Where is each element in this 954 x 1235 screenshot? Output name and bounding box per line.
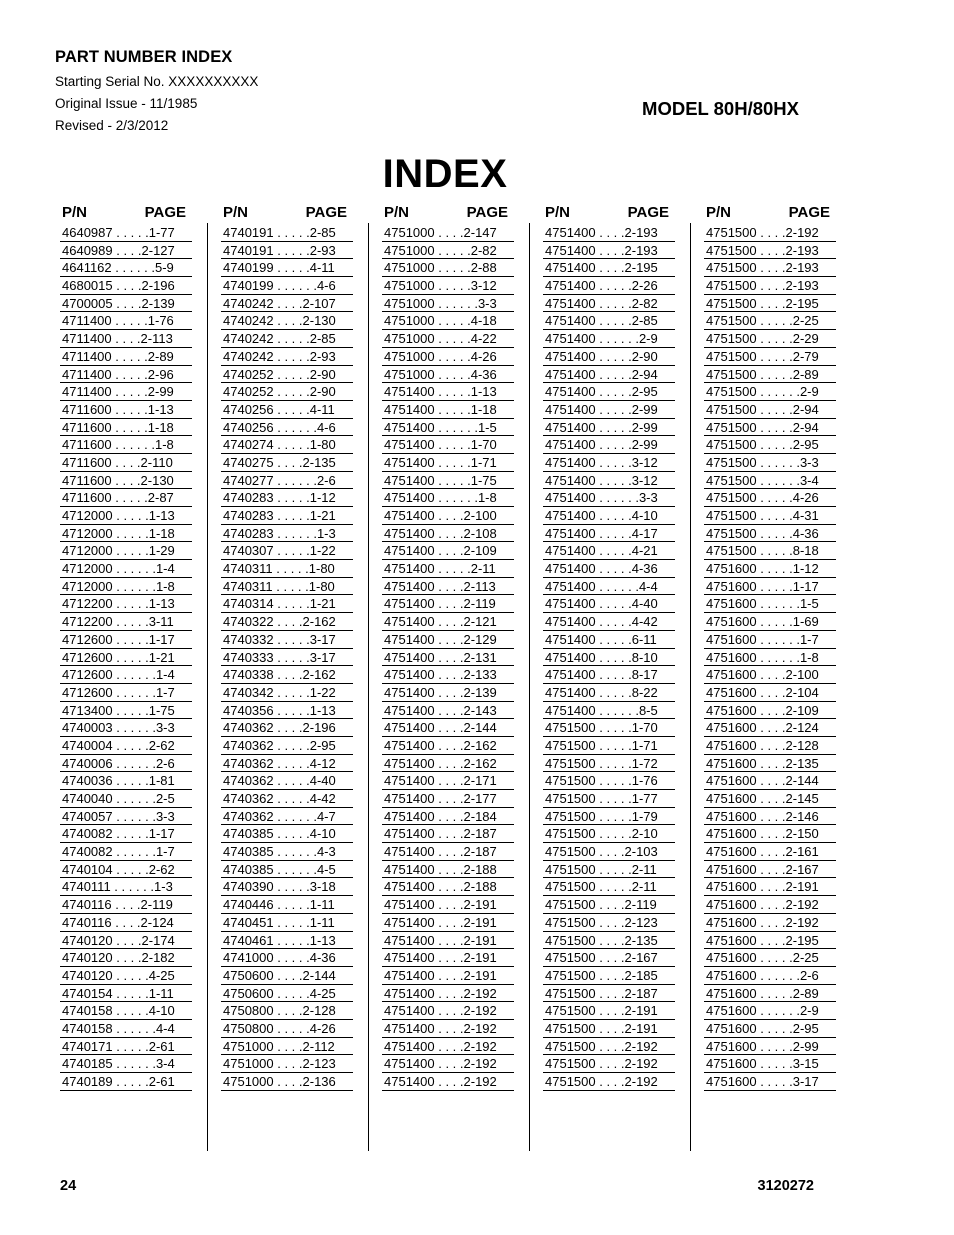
index-entry: 4751500 . . . . .8-18 [704, 542, 836, 560]
index-entry: 4712600 . . . . . .1-7 [60, 684, 192, 702]
index-entry: 4751400 . . . . .2-95 [543, 383, 675, 401]
index-entry: 4751000 . . . . .4-18 [382, 312, 514, 330]
index-entry: 4751400 . . . .2-177 [382, 790, 514, 808]
revised-date: Revised - 2/3/2012 [55, 118, 169, 133]
index-entry: 4751400 . . . .2-121 [382, 613, 514, 631]
index-entry: 4751600 . . . . .3-17 [704, 1073, 836, 1091]
index-columns [60, 203, 840, 1153]
index-entry: 4640989 . . . .2-127 [60, 242, 192, 260]
index-entry: 4740158 . . . . . .4-4 [60, 1020, 192, 1038]
index-entry: 4740191 . . . . .2-93 [221, 242, 353, 260]
index-entry: 4751400 . . . . .1-71 [382, 454, 514, 472]
index-entry: 4751400 . . . . . .1-5 [382, 419, 514, 437]
column-divider [690, 223, 691, 1151]
index-entry: 4750800 . . . . .4-26 [221, 1020, 353, 1038]
index-title: INDEX [382, 152, 508, 196]
index-entry: 4751600 . . . .2-100 [704, 666, 836, 684]
index-entry: 4740362 . . . . .4-12 [221, 755, 353, 773]
index-entry: 4751400 . . . .2-188 [382, 861, 514, 879]
index-entry: 4740040 . . . . . .2-5 [60, 790, 192, 808]
index-entry: 4711400 . . . . .2-89 [60, 348, 192, 366]
index-entry: 4740242 . . . .2-130 [221, 312, 353, 330]
pn-header: P/N [545, 204, 571, 221]
index-entry: 4712000 . . . . . .1-4 [60, 560, 192, 578]
index-entry: 4751400 . . . . .4-40 [543, 595, 675, 613]
index-entry: 4740283 . . . . .1-21 [221, 507, 353, 525]
index-entry: 4751500 . . . . .1-72 [543, 755, 675, 773]
index-entry: 4751600 . . . . .2-99 [704, 1038, 836, 1056]
index-entry: 4740006 . . . . . .2-6 [60, 755, 192, 773]
index-entry: 4640987 . . . . .1-77 [60, 224, 192, 242]
index-entry: 4740199 . . . . . .4-6 [221, 277, 353, 295]
index-entry: 4751400 . . . .2-171 [382, 772, 514, 790]
index-entry: 4740342 . . . . .1-22 [221, 684, 353, 702]
index-entry: 4713400 . . . . .1-75 [60, 702, 192, 720]
index-entry: 4751500 . . . .2-192 [543, 1055, 675, 1073]
index-entry: 4751600 . . . . .1-17 [704, 578, 836, 596]
column-header [382, 203, 514, 224]
doc-number: 3120272 [757, 1178, 814, 1194]
index-entry: 4751400 . . . .2-187 [382, 843, 514, 861]
index-entry: 4740120 . . . .2-182 [60, 949, 192, 967]
index-entry: 4751600 . . . . . .2-9 [704, 1002, 836, 1020]
index-entry: 4740082 . . . . .1-17 [60, 825, 192, 843]
index-entry: 4740311 . . . . .1-80 [221, 578, 353, 596]
page-number: 24 [60, 1178, 77, 1194]
index-entry: 4751400 . . . .2-192 [382, 1002, 514, 1020]
index-entry: 4751500 . . . .2-193 [704, 259, 836, 277]
index-entry: 4751400 . . . . .8-17 [543, 666, 675, 684]
index-entry: 4751000 . . . . .2-82 [382, 242, 514, 260]
index-entry: 4740120 . . . . .4-25 [60, 967, 192, 985]
index-entry: 4751400 . . . . .4-36 [543, 560, 675, 578]
index-entry: 4751400 . . . . . .2-9 [543, 330, 675, 348]
index-entry: 4751400 . . . . .2-85 [543, 312, 675, 330]
index-entry: 4751000 . . . .2-136 [221, 1073, 353, 1091]
index-entry: 4751600 . . . . .1-12 [704, 560, 836, 578]
index-entry: 4740104 . . . . .2-62 [60, 861, 192, 879]
index-entry: 4751400 . . . .2-191 [382, 967, 514, 985]
index-entry: 4712600 . . . . . .1-4 [60, 666, 192, 684]
index-entry: 4751600 . . . .2-192 [704, 896, 836, 914]
index-entry: 4751600 . . . .2-161 [704, 843, 836, 861]
index-entry: 4751400 . . . . .1-18 [382, 401, 514, 419]
index-entry: 4751600 . . . .2-192 [704, 914, 836, 932]
index-entry: 4740385 . . . . . .4-3 [221, 843, 353, 861]
index-entry: 4740057 . . . . . .3-3 [60, 808, 192, 826]
index-entry: 4751500 . . . . .1-79 [543, 808, 675, 826]
index-entry: 4751400 . . . . . .8-5 [543, 702, 675, 720]
index-entry: 4751500 . . . . .2-94 [704, 401, 836, 419]
index-entry: 4751400 . . . . .1-75 [382, 472, 514, 490]
index-entry: 4751600 . . . . . .1-5 [704, 595, 836, 613]
index-entry: 4751400 . . . .2-144 [382, 719, 514, 737]
index-entry: 4751400 . . . . . .1-8 [382, 489, 514, 507]
index-entry: 4751600 . . . .2-135 [704, 755, 836, 773]
index-entry: 4751500 . . . . .2-89 [704, 366, 836, 384]
index-entry: 4751600 . . . . . .1-8 [704, 649, 836, 667]
index-entry: 4751500 . . . .2-191 [543, 1002, 675, 1020]
index-entry: 4751000 . . . . .4-22 [382, 330, 514, 348]
index-entry: 4751400 . . . .2-162 [382, 755, 514, 773]
index-entry: 4740199 . . . . .4-11 [221, 259, 353, 277]
index-entry: 4740111 . . . . . .1-3 [60, 878, 192, 896]
page-header: PAGE [305, 204, 347, 221]
serial-number: Starting Serial No. XXXXXXXXXX [55, 74, 259, 89]
index-entry: 4711400 . . . . .1-76 [60, 312, 192, 330]
index-entry: 4740362 . . . . .4-42 [221, 790, 353, 808]
index-entry: 4751400 . . . .2-193 [543, 242, 675, 260]
index-entry: 4712600 . . . . .1-17 [60, 631, 192, 649]
index-entry: 4751500 . . . . .1-76 [543, 772, 675, 790]
index-entry: 4751400 . . . .2-143 [382, 702, 514, 720]
index-entry: 4711400 . . . . .2-96 [60, 366, 192, 384]
index-entry: 4740185 . . . . . .3-4 [60, 1055, 192, 1073]
index-entry: 4751400 . . . . .4-17 [543, 525, 675, 543]
index-entry: 4751400 . . . .2-191 [382, 932, 514, 950]
page-header: PAGE [144, 204, 186, 221]
index-entry: 4751400 . . . . .2-99 [543, 436, 675, 454]
index-entry: 4751500 . . . . . .3-3 [704, 454, 836, 472]
index-entry: 4751500 . . . .2-195 [704, 295, 836, 313]
index-entry: 4740338 . . . .2-162 [221, 666, 353, 684]
index-entry: 4740322 . . . .2-162 [221, 613, 353, 631]
index-entry: 4751600 . . . .2-124 [704, 719, 836, 737]
index-entry: 4740390 . . . . .3-18 [221, 878, 353, 896]
index-entry: 4740283 . . . . .1-12 [221, 489, 353, 507]
index-entry: 4751400 . . . .2-100 [382, 507, 514, 525]
index-column-5 [704, 203, 836, 1091]
index-entry: 4711400 . . . .2-113 [60, 330, 192, 348]
index-entry: 4740311 . . . . .1-80 [221, 560, 353, 578]
index-entry: 4740451 . . . . .1-11 [221, 914, 353, 932]
index-entry: 4740242 . . . . .2-93 [221, 348, 353, 366]
index-entry: 4740274 . . . . .1-80 [221, 436, 353, 454]
index-entry: 4711600 . . . . .2-87 [60, 489, 192, 507]
index-entry: 4751500 . . . . . .2-9 [704, 383, 836, 401]
index-entry: 4740333 . . . . .3-17 [221, 649, 353, 667]
index-entry: 4740003 . . . . . .3-3 [60, 719, 192, 737]
page-header: PAGE [627, 204, 669, 221]
index-entry: 4751500 . . . .2-103 [543, 843, 675, 861]
index-entry: 4751600 . . . .2-104 [704, 684, 836, 702]
index-entry: 4740191 . . . . .2-85 [221, 224, 353, 242]
index-entry: 4751500 . . . .2-119 [543, 896, 675, 914]
index-entry: 4751400 . . . . .1-70 [382, 436, 514, 454]
index-entry: 4751600 . . . .2-144 [704, 772, 836, 790]
index-entry: 4751400 . . . .2-109 [382, 542, 514, 560]
column-header [60, 203, 192, 224]
index-entry: 4751400 . . . .2-192 [382, 1073, 514, 1091]
index-entry: 4751400 . . . .2-192 [382, 985, 514, 1003]
column-divider [368, 223, 369, 1151]
index-entry: 4740116 . . . .2-124 [60, 914, 192, 932]
index-entry: 4751400 . . . . .4-10 [543, 507, 675, 525]
index-entry: 4751400 . . . .2-129 [382, 631, 514, 649]
index-entry: 4751500 . . . . .1-70 [543, 719, 675, 737]
index-entry: 4751600 . . . . .3-15 [704, 1055, 836, 1073]
doc-title: PART NUMBER INDEX [55, 48, 233, 66]
index-column-4 [543, 203, 675, 1091]
index-entry: 4751500 . . . . .1-71 [543, 737, 675, 755]
index-entry: 4751600 . . . .2-146 [704, 808, 836, 826]
index-entry: 4751500 . . . .2-192 [543, 1038, 675, 1056]
index-entry: 4740385 . . . . .4-10 [221, 825, 353, 843]
column-header [543, 203, 675, 224]
index-entry: 4740256 . . . . .4-11 [221, 401, 353, 419]
index-entry: 4751000 . . . . .2-88 [382, 259, 514, 277]
index-entry: 4751500 . . . .2-135 [543, 932, 675, 950]
index-entry: 4751500 . . . .2-185 [543, 967, 675, 985]
index-entry: 4641162 . . . . . .5-9 [60, 259, 192, 277]
index-entry: 4711400 . . . . .2-99 [60, 383, 192, 401]
index-entry: 4740307 . . . . .1-22 [221, 542, 353, 560]
index-entry: 4740446 . . . . .1-11 [221, 896, 353, 914]
index-entry: 4750600 . . . . .4-25 [221, 985, 353, 1003]
index-entry: 4700005 . . . .2-139 [60, 295, 192, 313]
pn-header: P/N [706, 204, 732, 221]
index-entry: 4751400 . . . . .2-82 [543, 295, 675, 313]
index-entry: 4751500 . . . . .4-36 [704, 525, 836, 543]
index-entry: 4751600 . . . .2-191 [704, 878, 836, 896]
index-entry: 4751600 . . . . .2-89 [704, 985, 836, 1003]
index-entry: 4740120 . . . .2-174 [60, 932, 192, 950]
index-entry: 4751500 . . . . .2-11 [543, 861, 675, 879]
pn-header: P/N [384, 204, 410, 221]
index-entry: 4751400 . . . .2-192 [382, 1038, 514, 1056]
index-entry: 4740283 . . . . . .1-3 [221, 525, 353, 543]
index-entry: 4751600 . . . .2-145 [704, 790, 836, 808]
index-entry: 4751600 . . . .2-195 [704, 932, 836, 950]
index-entry: 4712000 . . . . .1-13 [60, 507, 192, 525]
index-entry: 4751400 . . . . .8-10 [543, 649, 675, 667]
index-entry: 4751400 . . . . .4-21 [543, 542, 675, 560]
index-entry: 4740461 . . . . .1-13 [221, 932, 353, 950]
index-entry: 4751600 . . . . . .2-6 [704, 967, 836, 985]
index-entry: 4751400 . . . .2-139 [382, 684, 514, 702]
index-entry: 4740362 . . . . .4-40 [221, 772, 353, 790]
index-entry: 4751500 . . . . .4-26 [704, 489, 836, 507]
index-entry: 4711600 . . . . . .1-8 [60, 436, 192, 454]
index-entry: 4751400 . . . . . .3-3 [543, 489, 675, 507]
index-entry: 4751500 . . . .2-192 [704, 224, 836, 242]
index-column-1 [60, 203, 192, 1091]
index-entry: 4712600 . . . . .1-21 [60, 649, 192, 667]
pn-header: P/N [62, 204, 88, 221]
index-entry: 4740252 . . . . .2-90 [221, 383, 353, 401]
index-entry: 4751500 . . . .2-123 [543, 914, 675, 932]
index-entry: 4751000 . . . .2-112 [221, 1038, 353, 1056]
index-entry: 4751600 . . . .2-128 [704, 737, 836, 755]
index-entry: 4751400 . . . .2-131 [382, 649, 514, 667]
index-entry: 4750600 . . . .2-144 [221, 967, 353, 985]
index-entry: 4751400 . . . .2-192 [382, 1055, 514, 1073]
index-entry: 4751400 . . . .2-133 [382, 666, 514, 684]
index-entry: 4751500 . . . .2-193 [704, 242, 836, 260]
index-entry: 4711600 . . . .2-110 [60, 454, 192, 472]
index-entry: 4751600 . . . . .2-95 [704, 1020, 836, 1038]
index-entry: 4751600 . . . .2-150 [704, 825, 836, 843]
index-entry: 4751500 . . . . .2-79 [704, 348, 836, 366]
index-entry: 4740362 . . . . . .4-7 [221, 808, 353, 826]
index-entry: 4751500 . . . . .1-77 [543, 790, 675, 808]
index-entry: 4740277 . . . . . .2-6 [221, 472, 353, 490]
column-header [704, 203, 836, 224]
index-entry: 4751400 . . . . .4-42 [543, 613, 675, 631]
model-title: MODEL 80H/80HX [642, 98, 799, 119]
index-entry: 4740314 . . . . .1-21 [221, 595, 353, 613]
index-entry: 4751400 . . . . .2-94 [543, 366, 675, 384]
index-entry: 4740036 . . . . .1-81 [60, 772, 192, 790]
index-entry: 4712000 . . . . . .1-8 [60, 578, 192, 596]
column-divider [529, 223, 530, 1151]
index-entry: 4751000 . . . .2-147 [382, 224, 514, 242]
index-entry: 4680015 . . . .2-196 [60, 277, 192, 295]
index-entry: 4751400 . . . .2-191 [382, 914, 514, 932]
index-entry: 4751400 . . . .2-191 [382, 949, 514, 967]
index-entry: 4751500 . . . .2-187 [543, 985, 675, 1003]
index-entry: 4751600 . . . . . .1-7 [704, 631, 836, 649]
index-entry: 4740171 . . . . .2-61 [60, 1038, 192, 1056]
index-entry: 4711600 . . . . .1-13 [60, 401, 192, 419]
index-entry: 4751500 . . . . .2-94 [704, 419, 836, 437]
index-entry: 4751000 . . . . .4-36 [382, 366, 514, 384]
index-entry: 4751600 . . . .2-167 [704, 861, 836, 879]
index-entry: 4751400 . . . . .1-13 [382, 383, 514, 401]
pn-header: P/N [223, 204, 249, 221]
index-entry: 4751400 . . . . .2-90 [543, 348, 675, 366]
page-header: PAGE [788, 204, 830, 221]
index-entry: 4740242 . . . .2-107 [221, 295, 353, 313]
index-entry: 4740275 . . . .2-135 [221, 454, 353, 472]
index-entry: 4740252 . . . . .2-90 [221, 366, 353, 384]
index-entry: 4751400 . . . .2-119 [382, 595, 514, 613]
index-entry: 4751000 . . . .2-123 [221, 1055, 353, 1073]
index-entry: 4712200 . . . . .1-13 [60, 595, 192, 613]
index-entry: 4740385 . . . . . .4-5 [221, 861, 353, 879]
index-entry: 4712000 . . . . .1-18 [60, 525, 192, 543]
index-entry: 4712000 . . . . .1-29 [60, 542, 192, 560]
index-entry: 4711600 . . . .2-130 [60, 472, 192, 490]
index-entry: 4751000 . . . . .4-26 [382, 348, 514, 366]
index-entry: 4751400 . . . . .3-12 [543, 454, 675, 472]
index-entry: 4751500 . . . .2-167 [543, 949, 675, 967]
index-entry: 4751400 . . . .2-193 [543, 224, 675, 242]
index-entry: 4751500 . . . .2-193 [704, 277, 836, 295]
column-divider [207, 223, 208, 1151]
header-block [55, 48, 258, 139]
index-entry: 4751400 . . . . .2-99 [543, 401, 675, 419]
index-entry: 4751500 . . . . .2-11 [543, 878, 675, 896]
index-entry: 4751500 . . . . .2-10 [543, 825, 675, 843]
index-entry: 4740362 . . . . .2-95 [221, 737, 353, 755]
index-entry: 4740004 . . . . .2-62 [60, 737, 192, 755]
index-entry: 4751400 . . . . .8-22 [543, 684, 675, 702]
page-header: PAGE [466, 204, 508, 221]
index-entry: 4751500 . . . . .2-95 [704, 436, 836, 454]
index-entry: 4751500 . . . .2-192 [543, 1073, 675, 1091]
index-entry: 4740154 . . . . .1-11 [60, 985, 192, 1003]
index-entry: 4751000 . . . . . .3-3 [382, 295, 514, 313]
index-entry: 4751500 . . . . . .3-4 [704, 472, 836, 490]
index-entry: 4751400 . . . . .2-26 [543, 277, 675, 295]
index-entry: 4740256 . . . . . .4-6 [221, 419, 353, 437]
column-header [221, 203, 353, 224]
index-entry: 4751600 . . . . .2-25 [704, 949, 836, 967]
index-entry: 4740082 . . . . . .1-7 [60, 843, 192, 861]
index-entry: 4751400 . . . . . .4-4 [543, 578, 675, 596]
index-entry: 4740356 . . . . .1-13 [221, 702, 353, 720]
index-column-2 [221, 203, 353, 1091]
index-column-3 [382, 203, 514, 1091]
index-entry: 4741000 . . . . .4-36 [221, 949, 353, 967]
index-entry: 4751400 . . . .2-108 [382, 525, 514, 543]
index-entry: 4751500 . . . .2-191 [543, 1020, 675, 1038]
index-entry: 4751400 . . . .2-187 [382, 825, 514, 843]
index-entry: 4740242 . . . . .2-85 [221, 330, 353, 348]
index-entry: 4751400 . . . .2-184 [382, 808, 514, 826]
index-entry: 4751400 . . . . .2-11 [382, 560, 514, 578]
index-entry: 4751500 . . . . .2-25 [704, 312, 836, 330]
index-entry: 4751400 . . . .2-113 [382, 578, 514, 596]
index-entry: 4740189 . . . . .2-61 [60, 1073, 192, 1091]
index-entry: 4750800 . . . .2-128 [221, 1002, 353, 1020]
index-entry: 4751400 . . . .2-188 [382, 878, 514, 896]
index-entry: 4740116 . . . .2-119 [60, 896, 192, 914]
index-entry: 4711600 . . . . .1-18 [60, 419, 192, 437]
index-entry: 4751600 . . . .2-109 [704, 702, 836, 720]
index-entry: 4740362 . . . .2-196 [221, 719, 353, 737]
index-entry: 4751400 . . . . .2-99 [543, 419, 675, 437]
index-entry: 4751000 . . . . .3-12 [382, 277, 514, 295]
index-entry: 4712200 . . . . .3-11 [60, 613, 192, 631]
index-entry: 4751400 . . . .2-195 [543, 259, 675, 277]
index-entry: 4751400 . . . . .3-12 [543, 472, 675, 490]
index-entry: 4751400 . . . .2-191 [382, 896, 514, 914]
index-entry: 4751500 . . . . .2-29 [704, 330, 836, 348]
index-entry: 4740332 . . . . .3-17 [221, 631, 353, 649]
index-entry: 4751600 . . . . .1-69 [704, 613, 836, 631]
index-entry: 4751500 . . . . .4-31 [704, 507, 836, 525]
index-entry: 4751400 . . . .2-192 [382, 1020, 514, 1038]
index-entry: 4751400 . . . . .6-11 [543, 631, 675, 649]
index-entry: 4740158 . . . . .4-10 [60, 1002, 192, 1020]
original-issue: Original Issue - 11/1985 [55, 96, 198, 111]
index-entry: 4751400 . . . .2-162 [382, 737, 514, 755]
